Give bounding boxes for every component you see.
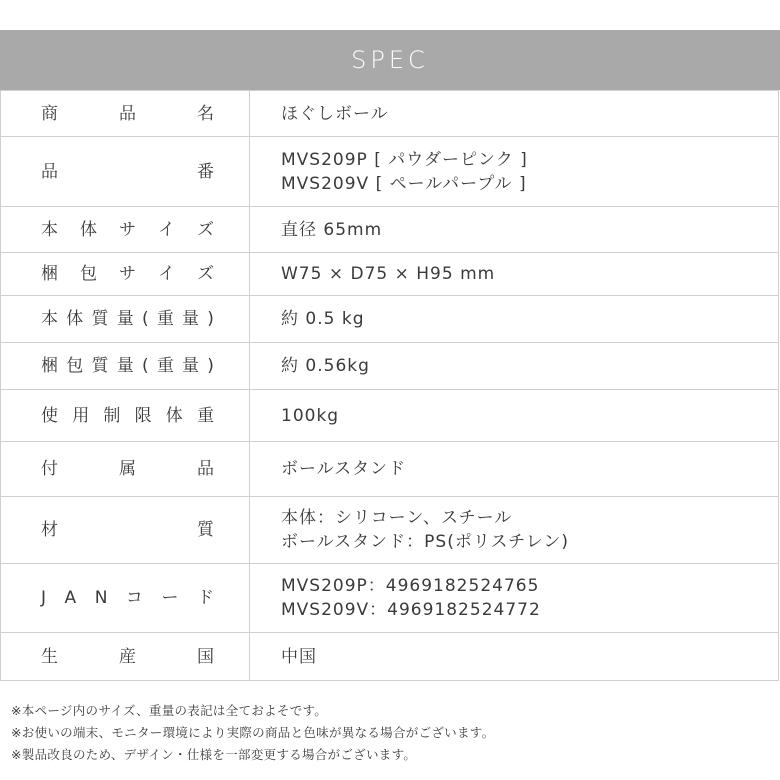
label-char: 産: [119, 646, 137, 667]
label-char: 用: [72, 405, 91, 426]
spec-label-cell: [1, 91, 250, 137]
label-char: 名: [197, 103, 215, 124]
spec-label: [1, 102, 249, 126]
label-char: 質: [91, 356, 110, 376]
label-char: ズ: [197, 264, 215, 284]
spec-table: [0, 90, 779, 681]
label-char: ド: [196, 588, 215, 608]
label-char: 質: [91, 309, 110, 329]
spec-row: [1, 137, 779, 207]
spec-value: 100kg: [281, 405, 340, 426]
spec-row: [1, 633, 779, 681]
label-char: 重: [196, 405, 215, 426]
label-char: 体: [80, 219, 98, 240]
spec-value-cell: [250, 137, 779, 207]
spec-label-cell: [1, 296, 250, 343]
label-char: 制: [103, 405, 122, 426]
spec-label-cell: [1, 137, 250, 207]
label-char: 品: [197, 459, 215, 479]
spec-value: MVS209V [ ペールパープル ]: [281, 173, 527, 194]
label-char: 使: [41, 405, 59, 426]
spec-value-cell: [250, 564, 779, 633]
spec-value-cell: [250, 91, 779, 137]
label-char: ): [207, 309, 215, 329]
spec-row: [1, 390, 779, 442]
label-char: 限: [134, 405, 153, 426]
spec-label-cell: [1, 343, 250, 390]
label-char: 量: [116, 356, 135, 376]
notes: [11, 700, 494, 766]
label-char: 体: [165, 405, 184, 426]
spec-title: SPEC: [351, 46, 429, 74]
label-char: ズ: [197, 219, 215, 240]
label-char: 付: [41, 459, 59, 479]
label-char: イ: [158, 264, 176, 284]
label-char: ー: [161, 588, 180, 608]
label-char: 国: [197, 646, 215, 667]
label-char: 重: [156, 356, 175, 376]
spec-row: [1, 497, 779, 564]
spec-label: [1, 218, 249, 242]
label-char: 本: [41, 219, 59, 240]
spec-label: [1, 586, 249, 610]
label-char: 品: [119, 103, 137, 124]
label-char: 属: [119, 459, 137, 479]
spec-label-cell: [1, 564, 250, 633]
spec-row: [1, 253, 779, 296]
note-line: ※お使いの端末、モニター環境により実際の商品と色味が異なる場合がございます。: [11, 725, 495, 740]
label-char: 生: [41, 646, 59, 667]
spec-label-cell: [1, 442, 250, 497]
label-char: 包: [66, 356, 85, 376]
spec-value: 本体：シリコーン、スチール: [281, 508, 513, 528]
label-char: 包: [80, 264, 98, 284]
spec-row: [1, 91, 779, 137]
label-char: 量: [116, 309, 135, 329]
label-char: サ: [119, 264, 137, 284]
spec-row: [1, 343, 779, 390]
spec-label: [1, 645, 249, 669]
label-char: 品: [41, 161, 59, 182]
spec-value: 中国: [281, 646, 317, 667]
label-char: イ: [158, 219, 176, 240]
spec-value-cell: [250, 296, 779, 343]
spec-label-cell: [1, 633, 250, 681]
label-char: (: [141, 356, 150, 376]
spec-label: [1, 457, 249, 481]
label-char: 材: [41, 520, 59, 540]
label-char: サ: [119, 219, 137, 240]
spec-value: 約 0.56kg: [281, 356, 370, 376]
spec-label: [1, 307, 249, 331]
spec-value-cell: [250, 343, 779, 390]
spec-value: ボールスタンド：PS(ポリスチレン): [281, 532, 570, 552]
spec-row: [1, 296, 779, 343]
spec-row: [1, 442, 779, 497]
spec-value-cell: [250, 497, 779, 564]
label-char: (: [141, 309, 150, 329]
spec-value: MVS209P：4969182524765: [281, 576, 540, 596]
label-char: 量: [182, 309, 201, 329]
spec-label: [1, 354, 249, 378]
label-char: 梱: [41, 356, 59, 376]
label-char: 番: [197, 161, 215, 182]
spec-table-body: [1, 91, 779, 681]
label-char: 商: [41, 103, 59, 124]
label-char: ): [207, 356, 215, 376]
spec-value: MVS209P [ パウダーピンク ]: [281, 149, 528, 170]
note-line: ※製品改良のため、デザイン・仕様を一部変更する場合がございます。: [11, 747, 417, 762]
spec-label-cell: [1, 390, 250, 442]
spec-header: [0, 30, 780, 90]
spec-value: W75 × D75 × H95 mm: [281, 264, 496, 284]
spec-label: [1, 262, 249, 286]
spec-value-cell: [250, 442, 779, 497]
spec-value: ほぐしボール: [281, 103, 389, 124]
spec-label: [1, 160, 249, 184]
spec-label-cell: [1, 207, 250, 253]
spec-label: [1, 518, 249, 542]
label-char: A: [64, 588, 78, 608]
label-char: 本: [41, 309, 59, 329]
spec-row: [1, 207, 779, 253]
spec-value: 直径 65mm: [281, 219, 383, 240]
spec-value-cell: [250, 390, 779, 442]
label-char: 梱: [41, 264, 59, 284]
label-char: N: [94, 588, 109, 608]
spec-label: [1, 404, 249, 428]
spec-value: 約 0.5 kg: [281, 309, 365, 329]
spec-value-cell: [250, 633, 779, 681]
label-char: 体: [66, 309, 85, 329]
label-char: J: [41, 588, 48, 608]
label-char: 量: [182, 356, 201, 376]
spec-label-cell: [1, 253, 250, 296]
label-char: 質: [197, 520, 215, 540]
spec-value: ボールスタンド: [281, 459, 407, 479]
spec-value: MVS209V：4969182524772: [281, 600, 541, 620]
note-line: ※本ページ内のサイズ、重量の表記は全ておよそです。: [11, 703, 328, 718]
spec-row: [1, 564, 779, 633]
spec-label-cell: [1, 497, 250, 564]
spec-value-cell: [250, 253, 779, 296]
label-char: コ: [125, 588, 144, 608]
spec-value-cell: [250, 207, 779, 253]
label-char: 重: [156, 309, 175, 329]
